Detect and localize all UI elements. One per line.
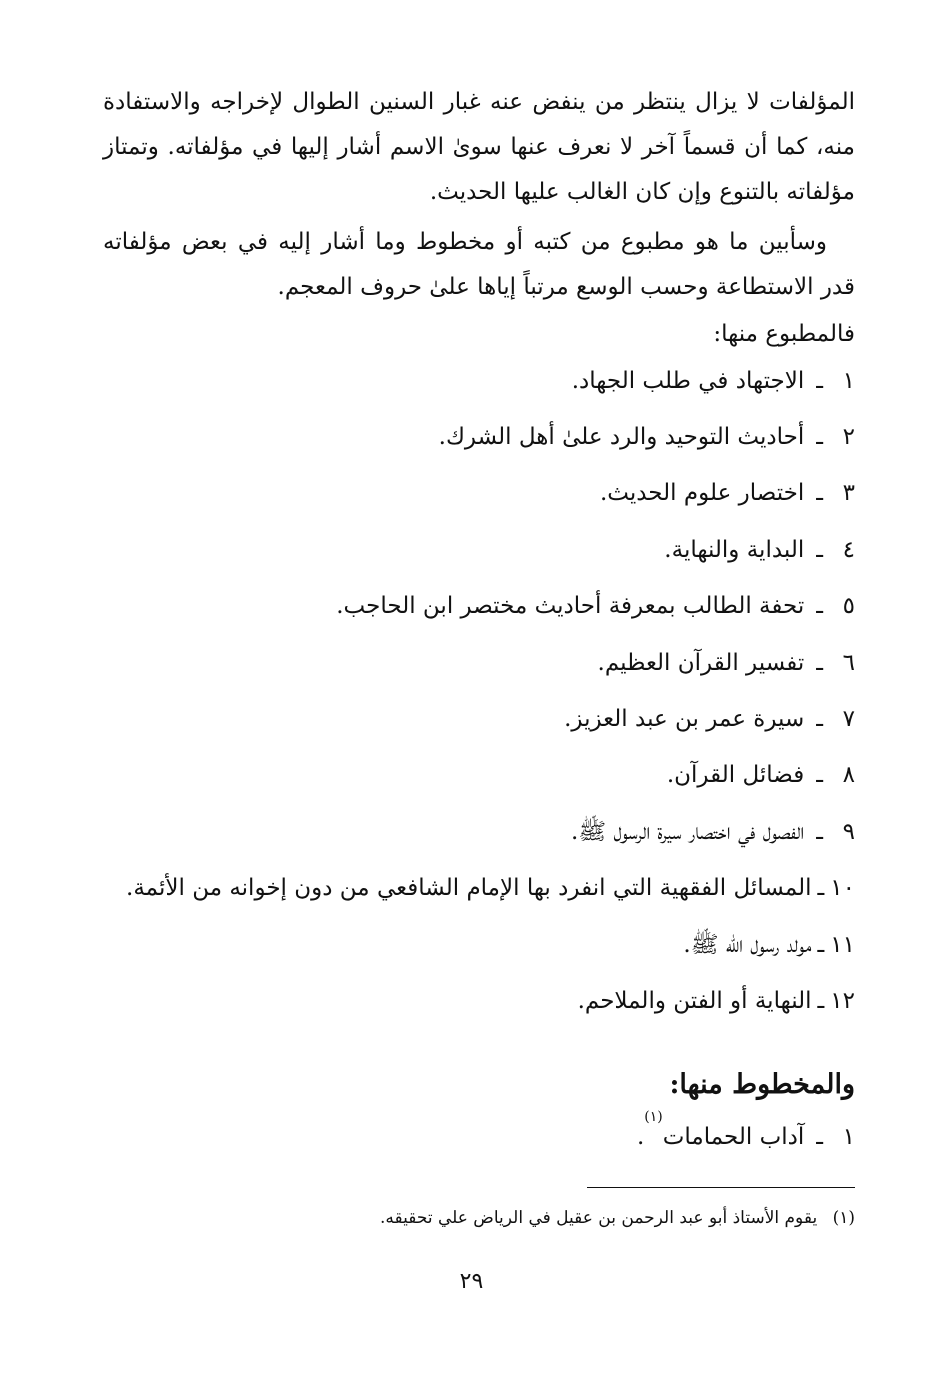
- list-item: [95, 755, 855, 795]
- item-dash: ـ: [816, 368, 823, 394]
- item-number: ٣: [842, 480, 855, 506]
- manuscripts-heading: والمخطوط منها:: [669, 1069, 855, 1100]
- item-title: البداية والنهاية.: [664, 537, 805, 563]
- item-title: النهاية أو الفتن والملاحم.: [577, 988, 812, 1014]
- list-item: [95, 643, 855, 683]
- item-title: تحفة الطالب بمعرفة أحاديث مختصر ابن الحاجب.: [336, 593, 805, 619]
- item-dash: ـ: [816, 537, 823, 563]
- item-number: ١: [842, 1124, 855, 1150]
- item-title: آداب الحمامات: [662, 1124, 805, 1150]
- item-title: أحاديث التوحيد والرد علىٰ أهل الشرك.: [438, 424, 805, 450]
- item-number: ١١: [830, 932, 855, 958]
- item-title: فضائل القرآن.: [666, 762, 805, 788]
- item-dash: ـ: [816, 762, 823, 788]
- footnote-divider: [587, 1187, 855, 1188]
- list-item: [95, 699, 855, 739]
- item-number: ١: [842, 368, 855, 394]
- page-number: ٢٩: [459, 1269, 484, 1294]
- list-item: [95, 473, 855, 513]
- paragraph-1: المؤلفات لا يزال ينتظر من ينفض عنه غبار السنين الطوال لإخراجه والاستفادة منه، كما أن قسماً آخر لا نعرف عنها سوىٰ الاسم أشار إليها في مؤلفاته. وتمتاز مؤلفاته بالتنوع وإن كان الغالب عليها الحديث.: [103, 89, 855, 205]
- footnote: [380, 1203, 855, 1233]
- item-title: اختصار علوم الحديث.: [599, 480, 805, 506]
- item-number: ٨: [842, 762, 855, 788]
- item-number: ٦: [842, 650, 855, 676]
- item-dash: ـ: [817, 932, 825, 958]
- item-dash: ـ: [817, 988, 825, 1014]
- item-dash: ـ: [816, 650, 823, 676]
- item-dash: ـ: [816, 819, 823, 845]
- item-number: ٥: [842, 593, 855, 619]
- list-item: [95, 1109, 855, 1157]
- item-end-punctuation: .: [636, 1124, 645, 1150]
- item-dash: ـ: [817, 875, 825, 901]
- item-number: ١٠: [830, 875, 855, 901]
- printed-intro: فالمطبوع منها:: [713, 321, 855, 347]
- item-title: تفسير القرآن العظيم.: [597, 650, 805, 676]
- item-number: ٩: [842, 819, 855, 845]
- list-item: [95, 586, 855, 626]
- item-title: الفصول في اختصار سيرة الرسول ﷺ.: [571, 819, 805, 845]
- list-item: [95, 812, 855, 852]
- item-dash: ـ: [816, 1124, 823, 1150]
- item-title: المسائل الفقهية التي انفرد بها الإمام الشافعي من دون إخوانه من الأئمة.: [126, 875, 812, 901]
- list-item: [95, 868, 855, 908]
- footnote-reference[interactable]: (١): [644, 1109, 663, 1125]
- item-title: مولد رسول الله ﷺ.: [683, 932, 812, 958]
- item-dash: ـ: [816, 706, 823, 732]
- footnote-mark: (١): [832, 1208, 855, 1228]
- item-number: ٧: [842, 706, 855, 732]
- item-dash: ـ: [816, 480, 823, 506]
- item-dash: ـ: [816, 593, 823, 619]
- item-number: ١٢: [830, 988, 855, 1014]
- list-item: [95, 925, 855, 965]
- footnote-text: يقوم الأستاذ أبو عبد الرحمن بن عقيل في الرياض علي تحقيقه.: [380, 1208, 818, 1228]
- item-title: سيرة عمر بن عبد العزيز.: [564, 706, 805, 732]
- item-number: ٤: [842, 537, 855, 563]
- list-item: [95, 417, 855, 457]
- item-number: ٢: [842, 424, 855, 450]
- paragraph-2: وسأبين ما هو مطبوع من كتبه أو مخطوط وما أشار إليه في بعض مؤلفاته قدر الاستطاعة وحسب الوسع مرتباً إياها علىٰ حروف المعجم.: [103, 229, 855, 300]
- list-item: [95, 361, 855, 401]
- item-title: الاجتهاد في طلب الجهاد.: [571, 368, 805, 394]
- list-item: [95, 530, 855, 570]
- list-item: [95, 981, 855, 1021]
- item-dash: ـ: [816, 424, 823, 450]
